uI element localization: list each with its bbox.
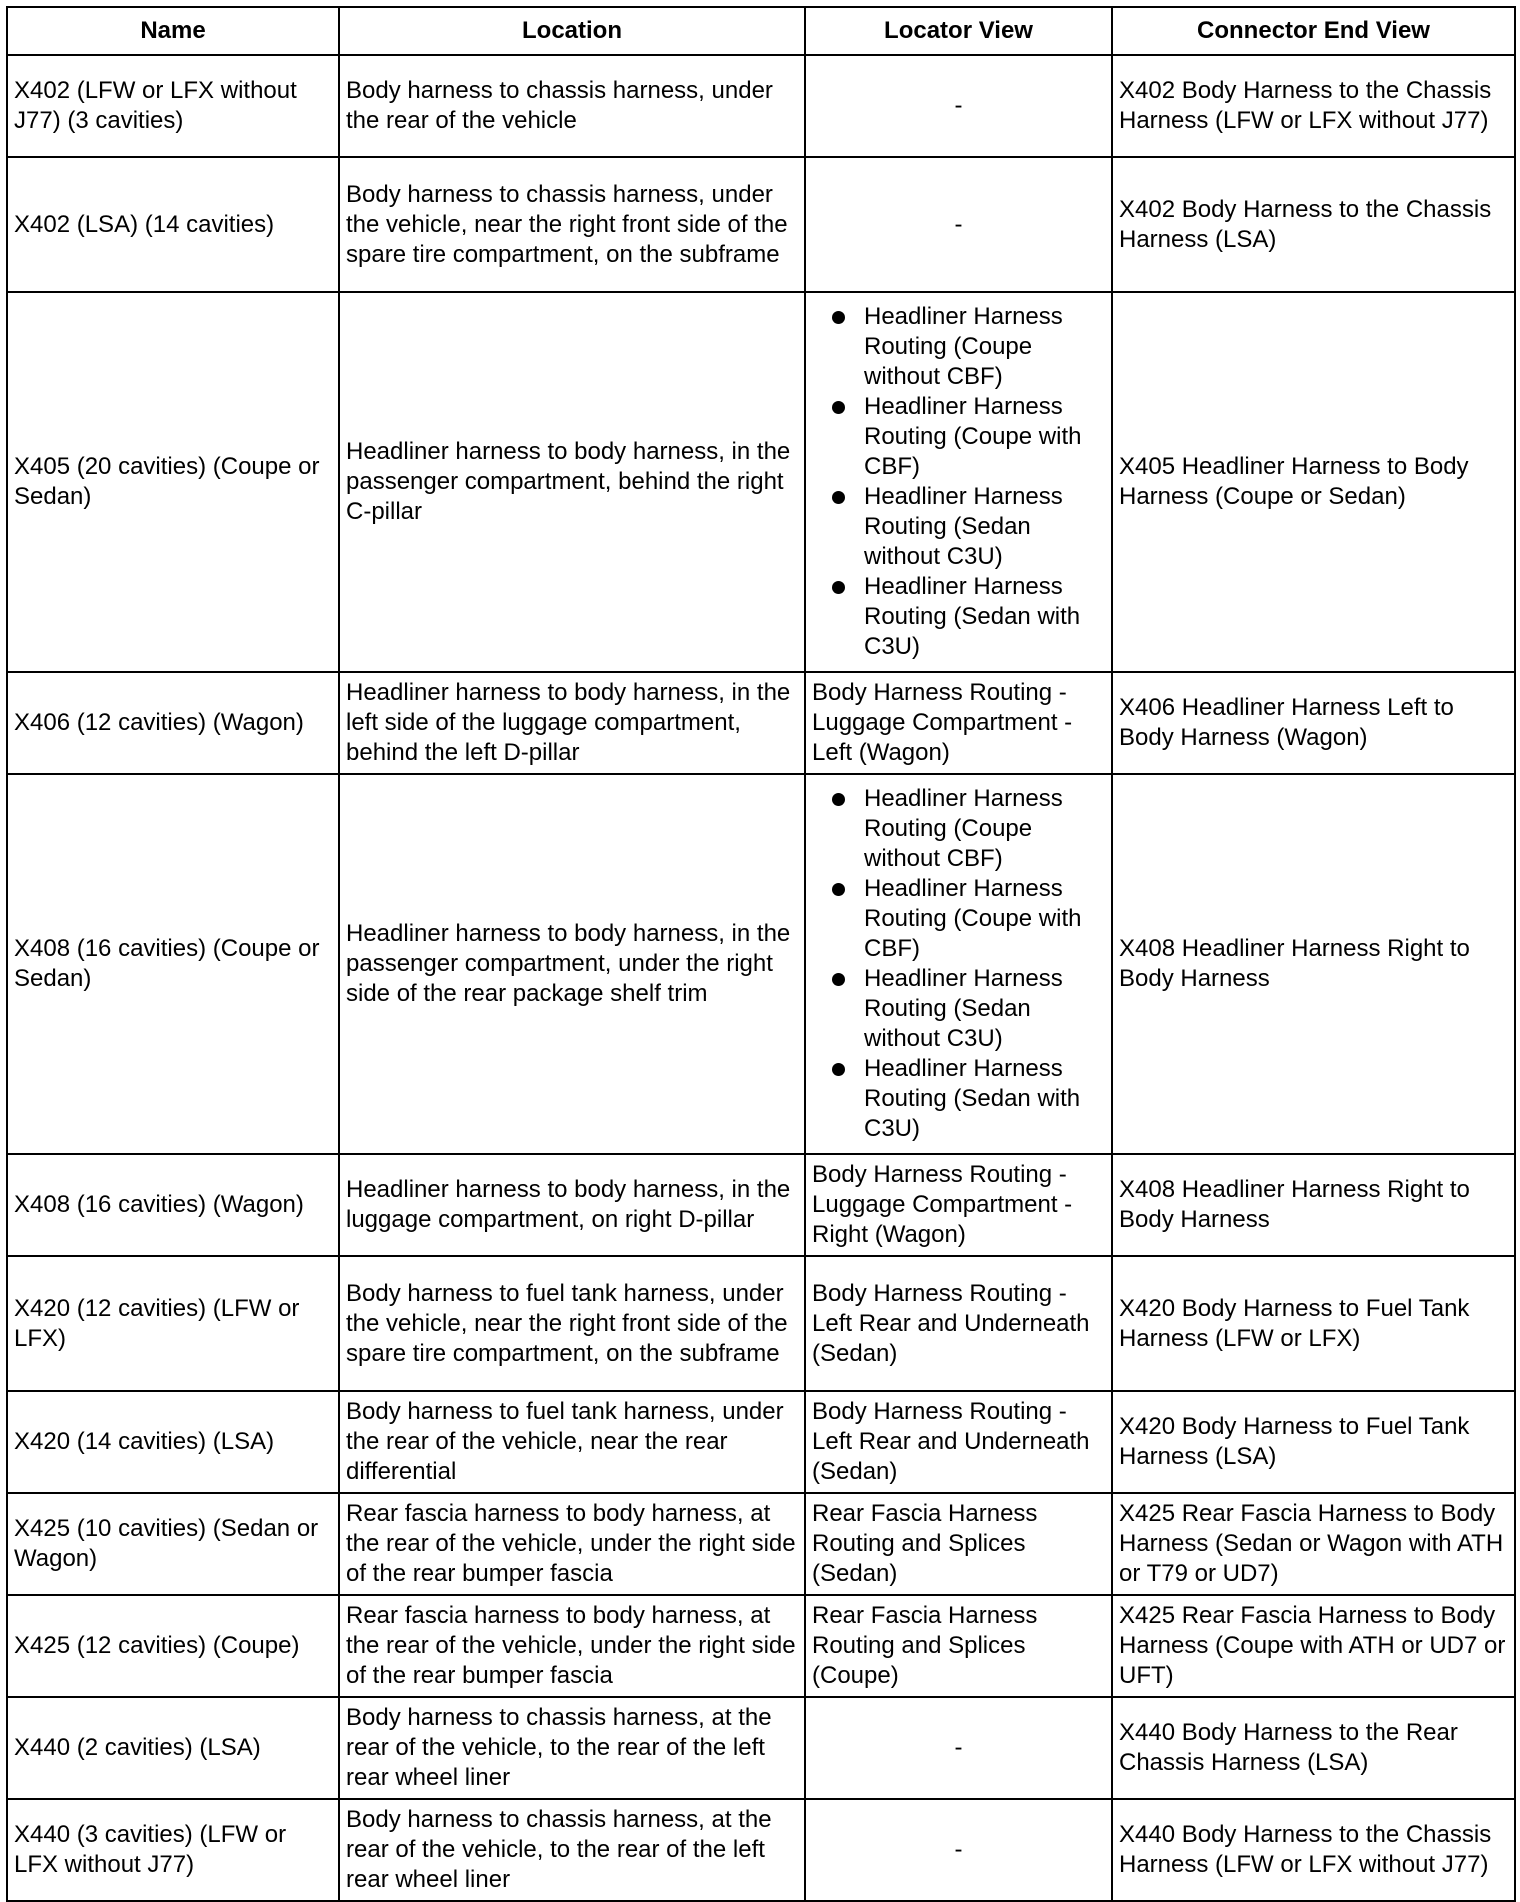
bullet-icon [832, 793, 845, 806]
header-row [7, 7, 1515, 55]
table-row [7, 1595, 1515, 1697]
cell-connector-end-view[interactable]: X440 Body Harness to the Chassis Harness (LFW or LFX without J77) [1112, 1799, 1515, 1901]
locator-view-link: - [954, 210, 963, 238]
cell-connector-end-view[interactable]: X440 Body Harness to the Rear Chassis Harness (LSA) [1112, 1697, 1515, 1799]
cell-location: Body harness to fuel tank harness, under the vehicle, near the right front side of the spare tire compartment, on the subframe [339, 1256, 805, 1391]
header-connector-end-view: Connector End View [1112, 7, 1515, 55]
locator-view-link[interactable]: Rear Fascia Harness Routing and Splices (Coupe) [812, 1602, 1038, 1689]
locator-view-text: Headliner Harness Routing (Sedan with C3U) [864, 1055, 1081, 1142]
table-row [7, 672, 1515, 774]
cell-connector-end-view[interactable]: X420 Body Harness to Fuel Tank Harness (LSA) [1112, 1391, 1515, 1493]
cell-connector-end-view[interactable]: X402 Body Harness to the Chassis Harness (LSA) [1112, 157, 1515, 292]
table-body [7, 55, 1515, 1901]
cell-location: Body harness to chassis harness, at the rear of the vehicle, to the rear of the left rear wheel liner [339, 1697, 805, 1799]
cell-connector-end-view[interactable]: X402 Body Harness to the Chassis Harness (LFW or LFX without J77) [1112, 55, 1515, 157]
cell-name: X402 (LFW or LFX without J77) (3 cavities) [7, 55, 339, 157]
locator-view-list-item[interactable] [812, 302, 1105, 392]
locator-view-text: Headliner Harness Routing (Sedan with C3U) [864, 573, 1081, 660]
locator-view-link: - [954, 1836, 963, 1863]
cell-locator-view [805, 1799, 1112, 1901]
cell-name: X402 (LSA) (14 cavities) [7, 157, 339, 292]
cell-locator-view [805, 292, 1112, 672]
locator-view-text: Headliner Harness Routing (Coupe with CBF) [864, 875, 1082, 962]
bullet-icon [832, 311, 845, 324]
cell-name: X440 (3 cavities) (LFW or LFX without J77) [7, 1799, 339, 1901]
cell-locator-view [805, 1697, 1112, 1799]
table-row [7, 157, 1515, 292]
bullet-icon [832, 401, 845, 414]
cell-locator-view [805, 1256, 1112, 1391]
cell-location: Rear fascia harness to body harness, at the rear of the vehicle, under the right side of the rear bumper fascia [339, 1595, 805, 1697]
locator-view-text: Headliner Harness Routing (Sedan without C3U) [864, 483, 1063, 570]
cell-location: Headliner harness to body harness, in the passenger compartment, behind the right C-pillar [339, 292, 805, 672]
cell-name: X420 (12 cavities) (LFW or LFX) [7, 1256, 339, 1391]
cell-location: Body harness to chassis harness, under the rear of the vehicle [339, 55, 805, 157]
cell-locator-view [805, 774, 1112, 1154]
table-row [7, 1799, 1515, 1901]
cell-name: X406 (12 cavities) (Wagon) [7, 672, 339, 774]
cell-locator-view [805, 157, 1112, 292]
bullet-icon [832, 883, 845, 896]
cell-location: Body harness to chassis harness, under the vehicle, near the right front side of the spare tire compartment, on the subframe [339, 157, 805, 292]
cell-connector-end-view[interactable]: X408 Headliner Harness Right to Body Harness [1112, 774, 1515, 1154]
locator-view-text: Headliner Harness Routing (Sedan without C3U) [864, 965, 1063, 1052]
cell-name: X425 (12 cavities) (Coupe) [7, 1595, 339, 1697]
locator-view-list-item[interactable] [812, 784, 1105, 874]
locator-view-link[interactable]: Body Harness Routing - Luggage Compartment - Left (Wagon) [812, 679, 1073, 766]
locator-view-link: - [954, 92, 963, 119]
locator-view-list [812, 302, 1105, 662]
cell-name: X408 (16 cavities) (Wagon) [7, 1154, 339, 1256]
cell-connector-end-view[interactable]: X406 Headliner Harness Left to Body Harness (Wagon) [1112, 672, 1515, 774]
bullet-icon [832, 581, 845, 594]
bullet-icon [832, 1063, 845, 1076]
cell-location: Body harness to chassis harness, at the rear of the vehicle, to the rear of the left rear wheel liner [339, 1799, 805, 1901]
locator-view-text: Headliner Harness Routing (Coupe with CBF) [864, 393, 1082, 480]
bullet-icon [832, 491, 845, 504]
cell-location: Rear fascia harness to body harness, at the rear of the vehicle, under the right side of the rear bumper fascia [339, 1493, 805, 1595]
cell-connector-end-view[interactable]: X420 Body Harness to Fuel Tank Harness (LFW or LFX) [1112, 1256, 1515, 1391]
table-row [7, 1493, 1515, 1595]
connector-table-wrapper [6, 6, 1516, 1902]
cell-name: X405 (20 cavities) (Coupe or Sedan) [7, 292, 339, 672]
table-row [7, 1256, 1515, 1391]
header-name: Name [7, 7, 339, 55]
table-row [7, 1391, 1515, 1493]
cell-connector-end-view[interactable]: X408 Headliner Harness Right to Body Harness [1112, 1154, 1515, 1256]
locator-view-link[interactable]: Body Harness Routing - Left Rear and Underneath (Sedan) [812, 1279, 1090, 1367]
cell-connector-end-view[interactable]: X405 Headliner Harness to Body Harness (Coupe or Sedan) [1112, 292, 1515, 672]
table-row [7, 1697, 1515, 1799]
locator-view-list-item[interactable] [812, 482, 1105, 572]
cell-locator-view [805, 55, 1112, 157]
cell-name: X440 (2 cavities) (LSA) [7, 1697, 339, 1799]
table-row [7, 1154, 1515, 1256]
cell-locator-view [805, 1595, 1112, 1697]
connector-table [6, 6, 1516, 1902]
table-row [7, 55, 1515, 157]
table-row [7, 292, 1515, 672]
table-row [7, 774, 1515, 1154]
cell-location: Headliner harness to body harness, in the left side of the luggage compartment, behind the left D-pillar [339, 672, 805, 774]
locator-view-text: Headliner Harness Routing (Coupe without CBF) [864, 303, 1063, 390]
locator-view-link[interactable]: Body Harness Routing - Left Rear and Underneath (Sedan) [812, 1398, 1090, 1485]
cell-connector-end-view[interactable]: X425 Rear Fascia Harness to Body Harness (Coupe with ATH or UD7 or UFT) [1112, 1595, 1515, 1697]
cell-locator-view [805, 1391, 1112, 1493]
cell-connector-end-view[interactable]: X425 Rear Fascia Harness to Body Harness (Sedan or Wagon with ATH or T79 or UD7) [1112, 1493, 1515, 1595]
cell-locator-view [805, 1493, 1112, 1595]
cell-name: X420 (14 cavities) (LSA) [7, 1391, 339, 1493]
locator-view-list-item[interactable] [812, 1054, 1105, 1144]
locator-view-list-item[interactable] [812, 572, 1105, 662]
cell-locator-view [805, 672, 1112, 774]
locator-view-text: Headliner Harness Routing (Coupe without CBF) [864, 785, 1063, 872]
locator-view-list-item[interactable] [812, 874, 1105, 964]
locator-view-list-item[interactable] [812, 964, 1105, 1054]
table-header [7, 7, 1515, 55]
bullet-icon [832, 973, 845, 986]
locator-view-link[interactable]: Rear Fascia Harness Routing and Splices (Sedan) [812, 1500, 1038, 1587]
cell-locator-view [805, 1154, 1112, 1256]
cell-location: Body harness to fuel tank harness, under the rear of the vehicle, near the rear differential [339, 1391, 805, 1493]
cell-name: X425 (10 cavities) (Sedan or Wagon) [7, 1493, 339, 1595]
header-locator-view: Locator View [805, 7, 1112, 55]
cell-location: Headliner harness to body harness, in the luggage compartment, on right D-pillar [339, 1154, 805, 1256]
cell-location: Headliner harness to body harness, in the passenger compartment, under the right side of the rear package shelf trim [339, 774, 805, 1154]
header-location: Location [339, 7, 805, 55]
locator-view-link[interactable]: Body Harness Routing - Luggage Compartment - Right (Wagon) [812, 1161, 1073, 1248]
locator-view-list [812, 784, 1105, 1144]
locator-view-list-item[interactable] [812, 392, 1105, 482]
cell-name: X408 (16 cavities) (Coupe or Sedan) [7, 774, 339, 1154]
locator-view-link: - [954, 1734, 963, 1761]
